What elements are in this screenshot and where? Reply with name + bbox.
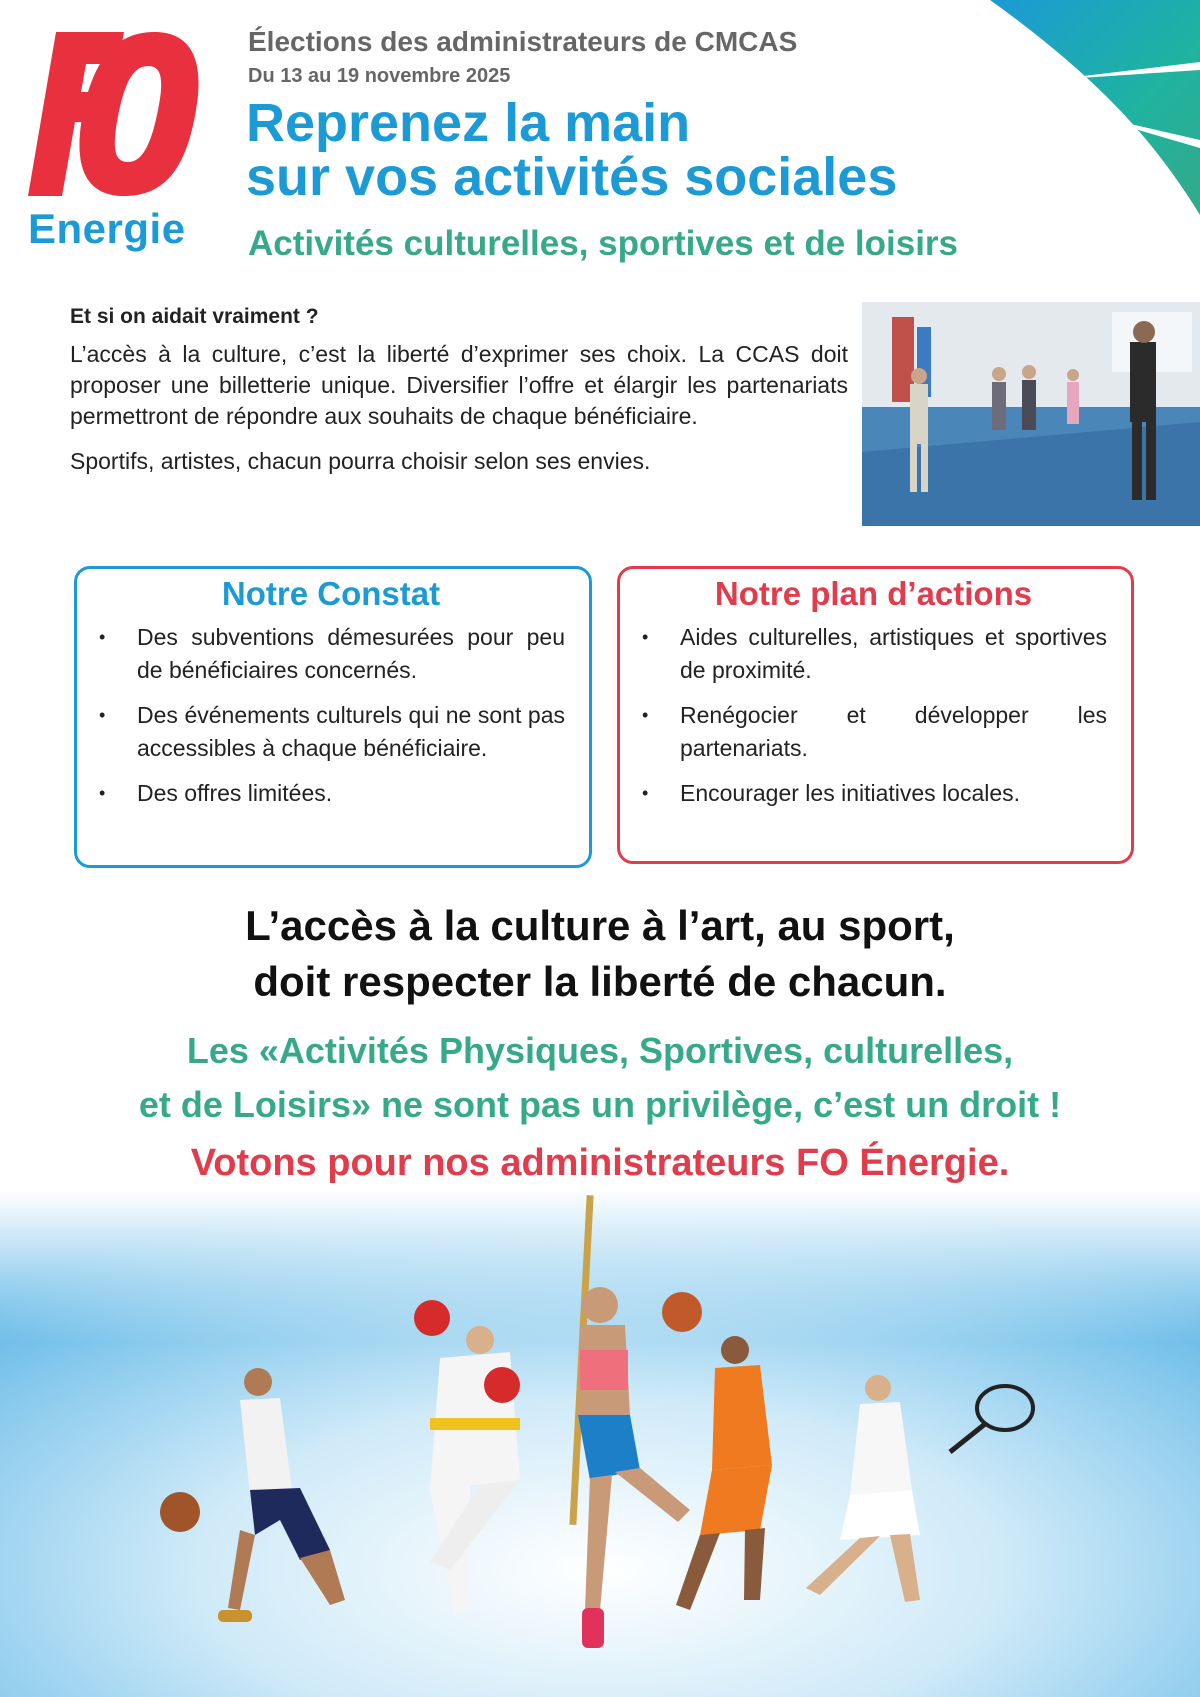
list-item	[640, 621, 1107, 687]
plan-title: Notre plan d’actions	[714, 575, 1033, 612]
main-headline	[246, 93, 898, 207]
headline-line-1: Reprenez la main	[246, 93, 691, 153]
bullet-icon: •	[642, 783, 649, 803]
intro-title: Et si on aidait vraiment ?	[70, 305, 319, 328]
fo-logo	[26, 30, 202, 198]
slogan-rights-line-1: Les «Activités Physiques, Sportives, culturelles,	[186, 1030, 1014, 1071]
constat-title: Notre Constat	[221, 575, 441, 612]
election-dates: Du 13 au 19 novembre 2025	[248, 65, 511, 87]
intro-section	[70, 305, 848, 491]
intro-paragraph-2: Sportifs, artistes, chacun pourra choisir selon ses envies.	[70, 448, 651, 474]
bullet-icon: •	[642, 627, 649, 647]
plan-item-text: Renégocier et développer les partenariats.	[680, 702, 1107, 761]
plan-box	[617, 566, 1134, 864]
headline-line-2: sur vos activités sociales	[246, 147, 898, 207]
constat-item-text: Des subventions démesurées pour peu de bénéficiaires concernés.	[137, 624, 565, 683]
gym-class-photo	[862, 302, 1200, 526]
constat-list	[97, 621, 565, 810]
constat-item-text: Des offres limitées.	[137, 780, 333, 806]
slogan-main-line-1: L’accès à la culture à l’art, au sport,	[245, 902, 955, 949]
slogan-rights-line-2: et de Loisirs» ne sont pas un privilège, c’est un droit !	[138, 1084, 1062, 1125]
bullet-icon: •	[642, 705, 649, 725]
slogan-rights	[0, 1024, 1200, 1132]
logo-energie-text: Energie	[28, 205, 186, 252]
list-item	[640, 699, 1107, 765]
elections-title: Élections des administrateurs de CMCAS	[248, 26, 798, 57]
constat-item-text: Des événements culturels qui ne sont pas accessibles à chaque bénéficiaire.	[137, 702, 565, 761]
list-item	[97, 777, 565, 810]
subheadline: Activités culturelles, sportives et de loisirs	[248, 224, 958, 263]
athletes-illustration	[0, 1190, 1200, 1697]
bullet-icon: •	[99, 783, 106, 803]
intro-paragraph-1: L’accès à la culture, c’est la liberté d’exprimer ses choix. La CCAS doit proposer une billetterie unique. Diversifier l’offre et élargir les partenariats permettront de répondre aux souhaits de chaque bénéficiaire.	[70, 341, 848, 429]
list-item	[97, 621, 565, 687]
bullet-icon: •	[99, 705, 106, 725]
plan-item-text: Encourager les initiatives locales.	[680, 780, 1021, 806]
slogan-main-line-2: doit respecter la liberté de chacun.	[253, 958, 947, 1005]
plan-item-text: Aides culturelles, artistiques et sportives de proximité.	[680, 624, 1107, 683]
bullet-icon: •	[99, 627, 106, 647]
constat-box	[74, 566, 592, 868]
plan-list	[640, 621, 1107, 810]
list-item	[97, 699, 565, 765]
vote-call: Votons pour nos administrateurs FO Énergie.	[190, 1142, 1010, 1184]
slogan-main	[0, 898, 1200, 1010]
list-item	[640, 777, 1107, 810]
